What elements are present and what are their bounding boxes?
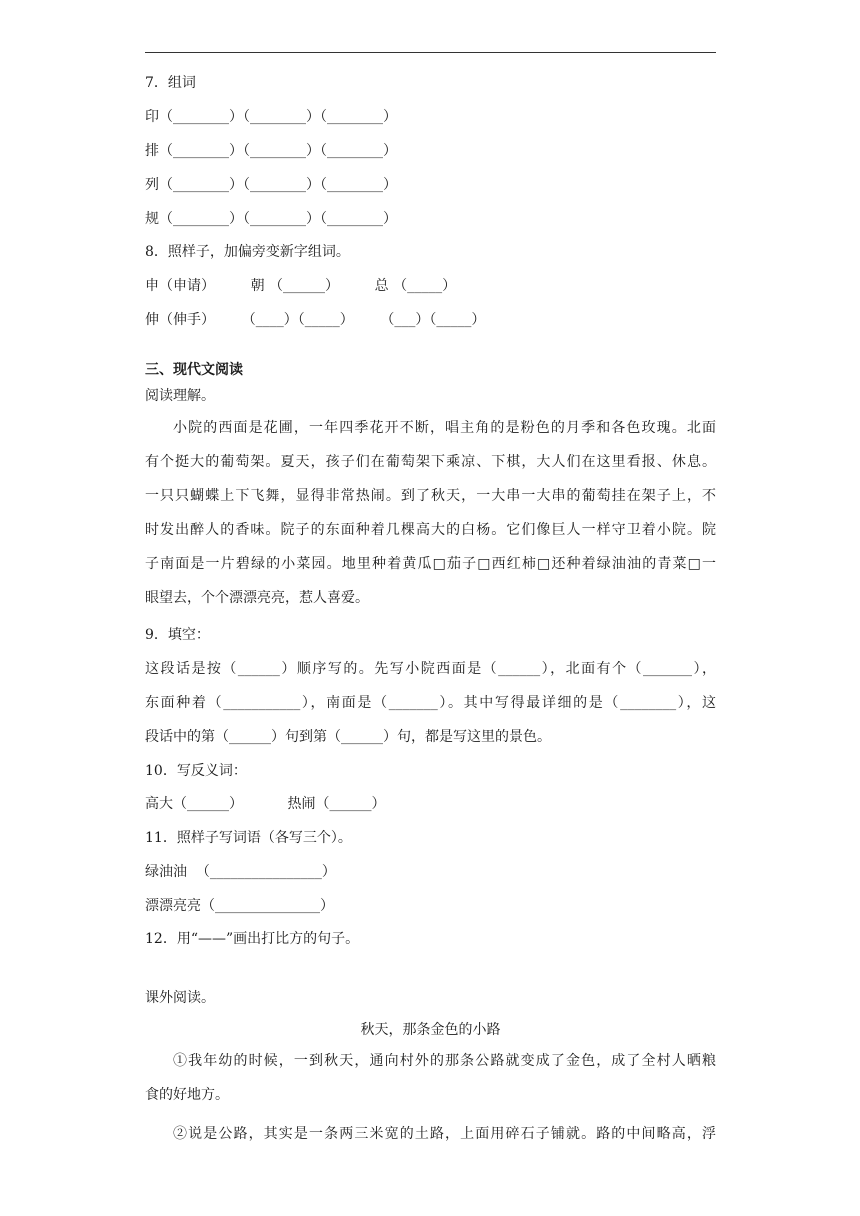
section-intro: 阅读理解。 (145, 388, 215, 404)
extra-paragraph-2 (145, 1117, 716, 1151)
q8-row-2: 伸（伸手） （____）（_____） （___）（_____） (145, 312, 486, 328)
paragraph-line: ②说是公路，其实是一条两三米宽的土路，上面用碎石子铺就。路的中间略高，浮 (173, 1126, 716, 1142)
header-rule (145, 52, 716, 53)
paragraph-line: 食的好地方。 (145, 1087, 229, 1103)
reading-passage (145, 411, 716, 615)
q7-row-4: 规（________）（________）（________） (145, 211, 397, 227)
q9-title: 9．填空： (145, 627, 210, 643)
q9-line: 这段话是按（______）顺序写的。先写小院西面是（______），北面有个（_______）， (145, 661, 716, 677)
q8-title: 8．照样子，加偏旁变新字组词。 (145, 244, 350, 260)
extra-title: 秋天，那条金色的小路 (360, 1022, 501, 1038)
q12-title: 12．用“——”画出打比方的句子。 (145, 931, 360, 947)
q11-row-1: 绿油油 （________________） (145, 864, 336, 880)
passage-line: 时发出醉人的香味。院子的东面种着几棵高大的白杨。它们像巨人一样守卫着小院。院 (145, 522, 716, 538)
paragraph-line: ①我年幼的时候，一到秋天，通向村外的那条公路就变成了金色，成了全村人晒粮 (173, 1053, 716, 1069)
q9-line: 东面种着（___________），南面是（_______）。其中写得最详细的是（________），这 (145, 695, 716, 711)
extra-paragraph-1 (145, 1044, 716, 1112)
q10-row: 高大（______） 热闹（______） (145, 796, 386, 812)
q8-row-1: 申（申请） 朝 （______） 总 （_____） (145, 278, 457, 294)
passage-line: 眼望去，个个漂漂亮亮，惹人喜爱。 (145, 590, 369, 606)
q9-line: 段话中的第（______）句到第（______）句，都是写这里的景色。 (145, 729, 551, 745)
q7-row-1: 印（________）（________）（________） (145, 109, 397, 125)
passage-line: 有个挺大的葡萄架。夏天，孩子们在葡萄架下乘凉、下棋，大人们在这里看报、休息。 (145, 454, 716, 470)
q7-row-3: 列（________）（________）（________） (145, 177, 397, 193)
q7-title: 7．组词 (145, 75, 196, 91)
q10-title: 10．写反义词： (145, 763, 247, 779)
section-heading: 三、现代文阅读 (145, 362, 243, 378)
q7-row-2: 排（________）（________）（________） (145, 143, 397, 159)
q9-body (145, 652, 716, 754)
extra-intro: 课外阅读。 (145, 990, 215, 1006)
passage-line: 子南面是一片碧绿的小菜园。地里种着黄瓜□茄子□西红柿□还种着绿油油的青菜□一 (145, 556, 716, 572)
q11-row-2: 漂漂亮亮（_______________） (145, 898, 334, 914)
passage-line: 小院的西面是花圃，一年四季花开不断，唱主角的是粉色的月季和各色玫瑰。北面 (173, 420, 716, 436)
passage-line: 一只只蝴蝶上下飞舞，显得非常热闹。到了秋天，一大串一大串的葡萄挂在架子上，不 (145, 488, 716, 504)
q11-title: 11．照样子写词语（各写三个）。 (145, 830, 352, 846)
